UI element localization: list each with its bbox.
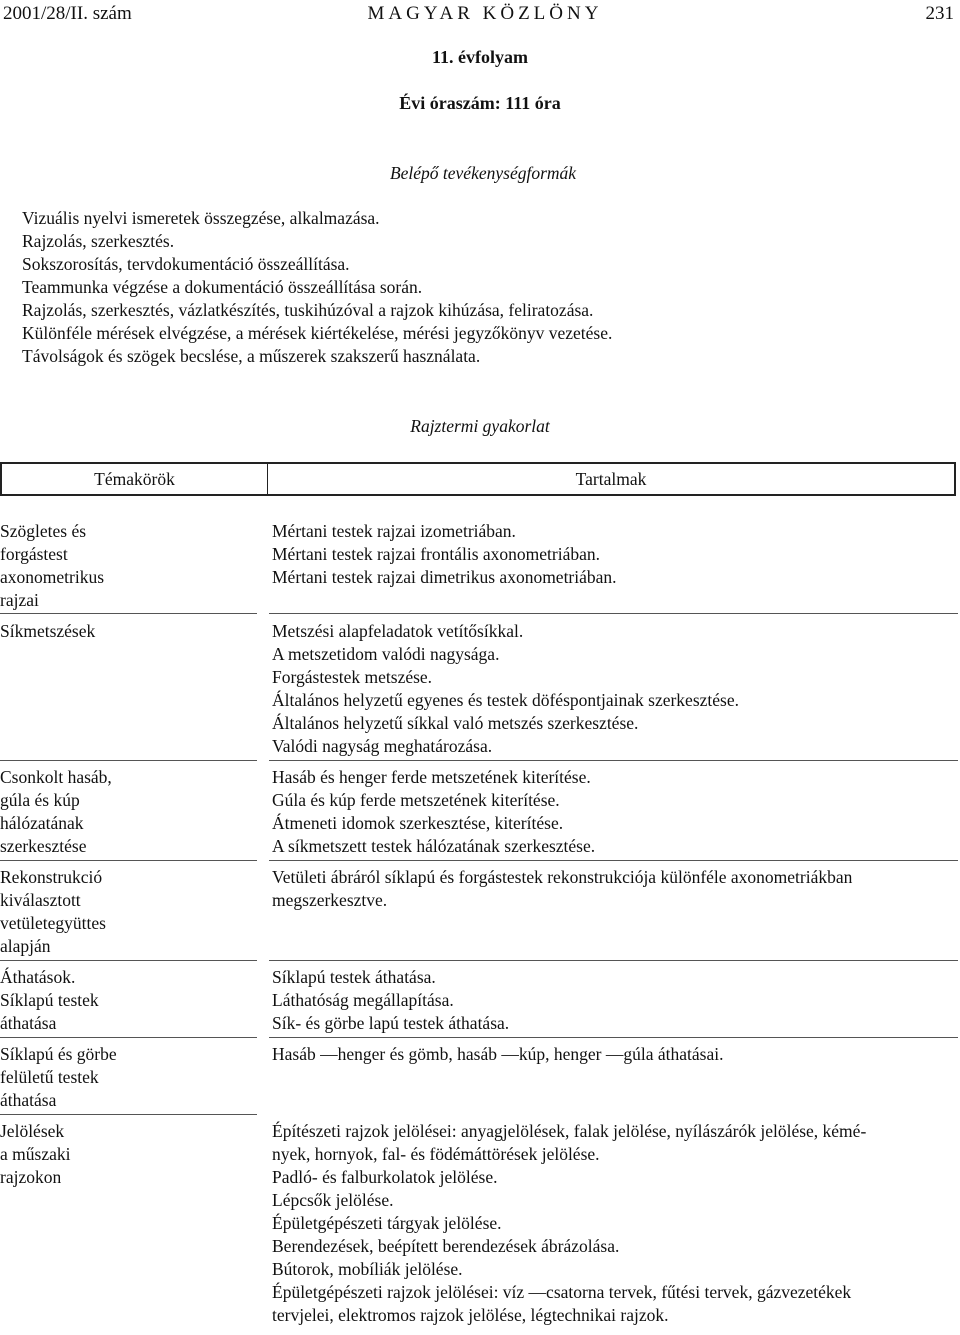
- content-line: Metszési alapfeladatok vetítősíkkal.: [272, 621, 524, 641]
- activities-list: [22, 207, 612, 368]
- topic-line: Áthatások.: [0, 967, 76, 987]
- topic-line: Rekonstrukció: [0, 867, 103, 887]
- content-line: Mértani testek rajzai dimetrikus axonometriában.: [272, 567, 617, 587]
- topic-line: szerkesztése: [0, 836, 87, 856]
- topic-line: forgástest: [0, 544, 68, 564]
- contents-cell: [272, 866, 958, 912]
- activity-item: Különféle mérések elvégzése, a mérések kiértékelése, mérési jegyzőkönyv vezetése.: [22, 323, 613, 343]
- content-line: Valódi nagyság meghatározása.: [272, 736, 493, 756]
- row-divider: [0, 613, 257, 614]
- content-line: Építészeti rajzok jelölései: anyagjelölések, falak jelölése, nyílászárók jelölése, kémé-: [272, 1121, 867, 1141]
- contents-cell: [272, 1120, 958, 1327]
- content-line: Berendezések, beépített berendezések ábrázolása.: [272, 1236, 620, 1256]
- contents-cell: [272, 966, 958, 1035]
- topic-line: áthatása: [0, 1090, 57, 1110]
- topic-cell: [0, 520, 245, 612]
- topic-cell: [0, 866, 245, 958]
- content-line: A metszetidom valódi nagysága.: [272, 644, 500, 664]
- row-divider: [0, 1114, 257, 1115]
- topic-line: rajzai: [0, 590, 39, 610]
- content-line: A síkmetszett testek hálózatának szerkesztése.: [272, 836, 596, 856]
- content-line: Sík- és görbe lapú testek áthatása.: [272, 1013, 510, 1033]
- topic-line: áthatása: [0, 1013, 57, 1033]
- content-line: Mértani testek rajzai frontális axonometriában.: [272, 544, 600, 564]
- content-line: Lépcsők jelölése.: [272, 1190, 394, 1210]
- content-line: Hasáb —henger és gömb, hasáb —kúp, henger —gúla áthatásai.: [272, 1044, 724, 1064]
- column-header-topics: Témakörök: [2, 464, 268, 494]
- content-line: nyek, hornyok, fal- és födémáttörések jelölése.: [272, 1144, 600, 1164]
- content-line: Padló- és falburkolatok jelölése.: [272, 1167, 498, 1187]
- activity-item: Rajzolás, szerkesztés.: [22, 231, 175, 251]
- row-divider: [0, 960, 257, 961]
- content-line: Bútorok, mobíliák jelölése.: [272, 1259, 463, 1279]
- topic-cell: [0, 1120, 245, 1189]
- topic-cell: [0, 966, 245, 1035]
- topic-line: Csonkolt hasáb,: [0, 767, 112, 787]
- topic-cell: [0, 1043, 245, 1112]
- content-line: Épületgépészeti rajzok jelölései: víz —csatorna tervek, fűtési tervek, gázvezetékek: [272, 1282, 852, 1302]
- row-divider: [269, 1037, 958, 1038]
- page-number: 231: [925, 3, 954, 24]
- row-divider: [269, 613, 958, 614]
- activity-item: Rajzolás, szerkesztés, vázlatkészítés, tuskihúzóval a rajzok kihúzása, feliratozása.: [22, 300, 594, 320]
- topic-line: vetületegyüttes: [0, 913, 106, 933]
- content-line: Átmeneti idomok szerkesztése, kiterítése.: [272, 813, 564, 833]
- topic-line: gúla és kúp: [0, 790, 80, 810]
- topic-line: Szögletes és: [0, 521, 87, 541]
- topic-cell: [0, 620, 245, 643]
- issue-number: 2001/28/II. szám: [3, 3, 132, 24]
- activities-title: Belépő tevékenységformák: [389, 163, 577, 183]
- topic-line: rajzokon: [0, 1167, 62, 1187]
- content-line: megszerkesztve.: [272, 890, 388, 910]
- activity-item: Sokszorosítás, tervdokumentáció összeállítása.: [22, 254, 350, 274]
- topic-line: Síklapú és görbe: [0, 1044, 117, 1064]
- row-divider: [0, 860, 257, 861]
- content-line: Épületgépészeti tárgyak jelölése.: [272, 1213, 502, 1233]
- content-line: Láthatóság megállapítása.: [272, 990, 454, 1010]
- publication-title: MAGYAR KÖZLÖNY: [367, 3, 603, 24]
- topic-line: felületű testek: [0, 1067, 99, 1087]
- topic-line: Síklapú testek: [0, 990, 99, 1010]
- contents-cell: [272, 520, 958, 589]
- topic-line: Síkmetszések: [0, 621, 96, 641]
- row-divider: [269, 860, 958, 861]
- topic-cell: [0, 766, 245, 858]
- annual-hours-heading: Évi óraszám: 111 óra: [399, 93, 561, 113]
- content-line: tervjelei, elektromos rajzok jelölése, légtechnikai rajzok.: [272, 1305, 669, 1325]
- activity-item: Vizuális nyelvi ismeretek összegzése, alkalmazása.: [22, 208, 380, 228]
- content-line: Vetületi ábráról síklapú és forgástestek rekonstrukciója különféle axonometriákban: [272, 867, 853, 887]
- contents-cell: [272, 620, 958, 758]
- table-header: [0, 462, 956, 496]
- content-line: Forgástestek metszése.: [272, 667, 433, 687]
- content-line: Általános helyzetű egyenes és testek döféspontjainak szerkesztése.: [272, 690, 739, 710]
- row-divider: [0, 760, 257, 761]
- content-line: Gúla és kúp ferde metszetének kiterítése.: [272, 790, 560, 810]
- activity-item: Távolságok és szögek becslése, a műszerek szakszerű használata.: [22, 346, 481, 366]
- row-divider: [269, 960, 958, 961]
- practice-title: Rajztermi gyakorlat: [410, 416, 550, 436]
- topic-line: alapján: [0, 936, 51, 956]
- content-line: Mértani testek rajzai izometriában.: [272, 521, 516, 541]
- row-divider: [269, 760, 958, 761]
- contents-cell: [272, 1043, 958, 1066]
- content-line: Síklapú testek áthatása.: [272, 967, 436, 987]
- contents-cell: [272, 766, 958, 858]
- activity-item: Teammunka végzése a dokumentáció összeállítása során.: [22, 277, 423, 297]
- topic-line: kiválasztott: [0, 890, 81, 910]
- topic-line: hálózatának: [0, 813, 84, 833]
- row-divider: [0, 1037, 257, 1038]
- grade-heading: 11. évfolyam: [432, 47, 528, 67]
- content-line: Hasáb és henger ferde metszetének kiterítése.: [272, 767, 591, 787]
- topic-line: a műszaki: [0, 1144, 71, 1164]
- column-header-contents: Tartalmak: [575, 468, 647, 489]
- topic-line: Jelölések: [0, 1121, 65, 1141]
- topic-line: axonometrikus: [0, 567, 105, 587]
- content-line: Általános helyzetű síkkal való metszés szerkesztése.: [272, 713, 639, 733]
